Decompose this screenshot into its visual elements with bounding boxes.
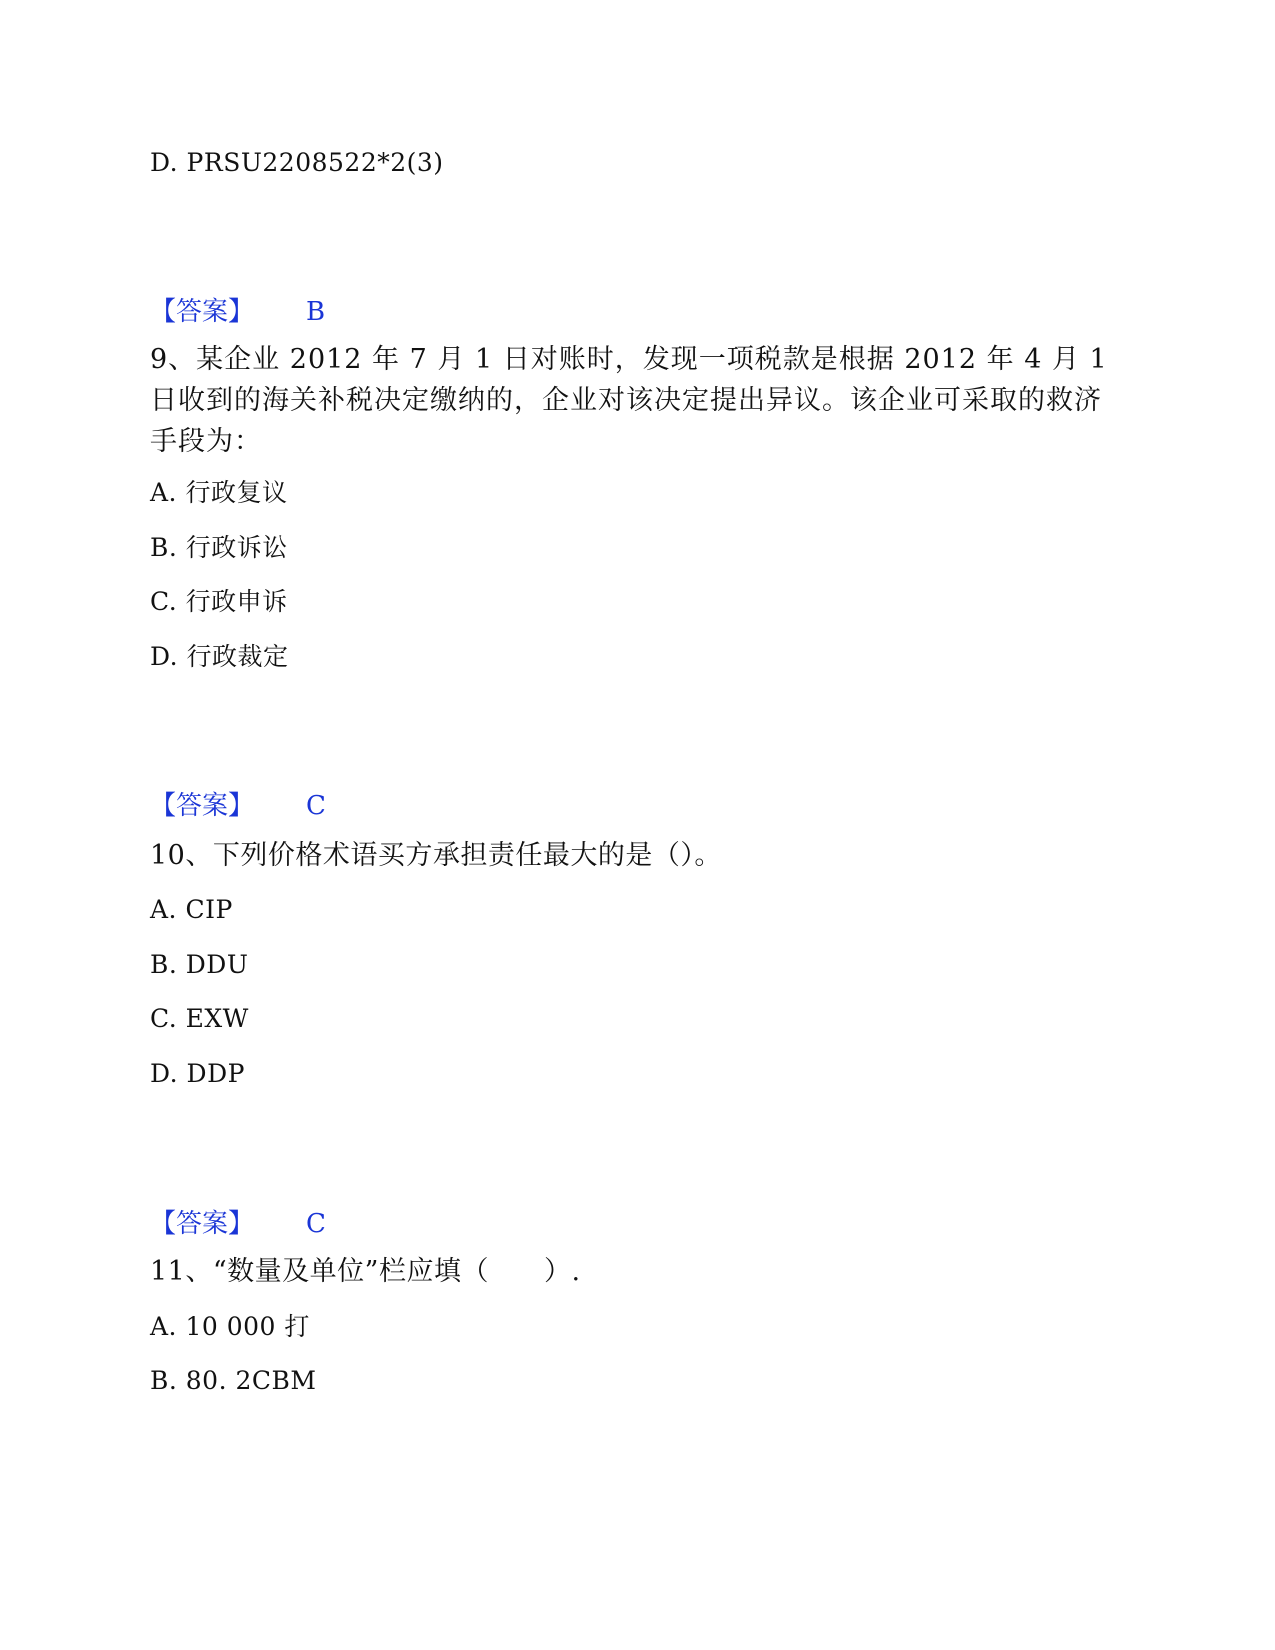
answer-label: 【答案】 bbox=[150, 297, 255, 327]
answer-10 bbox=[150, 1203, 326, 1240]
q10-option-d: D. DDP bbox=[150, 1059, 245, 1088]
answer-label: 【答案】 bbox=[150, 1209, 255, 1239]
answer-label: 【答案】 bbox=[150, 791, 255, 821]
q9-option-d: D. 行政裁定 bbox=[150, 642, 289, 671]
q10-option-a: A. CIP bbox=[150, 895, 233, 924]
q9-question: 9、某企业 2012 年 7 月 1 日对账时，发现一项税款是根据 2012 年 4 月 1 日收到的海关补税决定缴纳的，企业对该决定提出异议。该企业可采取的救济手段为： bbox=[150, 344, 1108, 457]
q9-option-a: A. 行政复议 bbox=[150, 478, 288, 507]
q10-option-c: C. EXW bbox=[150, 1004, 249, 1033]
q9-option-b: B. 行政诉讼 bbox=[150, 533, 288, 562]
answer-8 bbox=[150, 291, 325, 328]
q9-option-c: C. 行政申诉 bbox=[150, 587, 288, 616]
answer-value: B bbox=[306, 297, 326, 327]
answer-9 bbox=[150, 785, 326, 822]
q8-option-d: D. PRSU2208522*2(3) bbox=[150, 148, 444, 177]
answer-value: C bbox=[306, 1209, 326, 1239]
q10-option-b: B. DDU bbox=[150, 950, 249, 979]
answer-value: C bbox=[306, 791, 326, 821]
q10-question: 10、下列价格术语买方承担责任最大的是（）。 bbox=[150, 840, 722, 871]
q11-question: 11、“数量及单位”栏应填（ ）. bbox=[150, 1256, 581, 1287]
q11-option-b: B. 80. 2CBM bbox=[150, 1366, 317, 1395]
q11-option-a: A. 10 000 打 bbox=[150, 1312, 310, 1341]
